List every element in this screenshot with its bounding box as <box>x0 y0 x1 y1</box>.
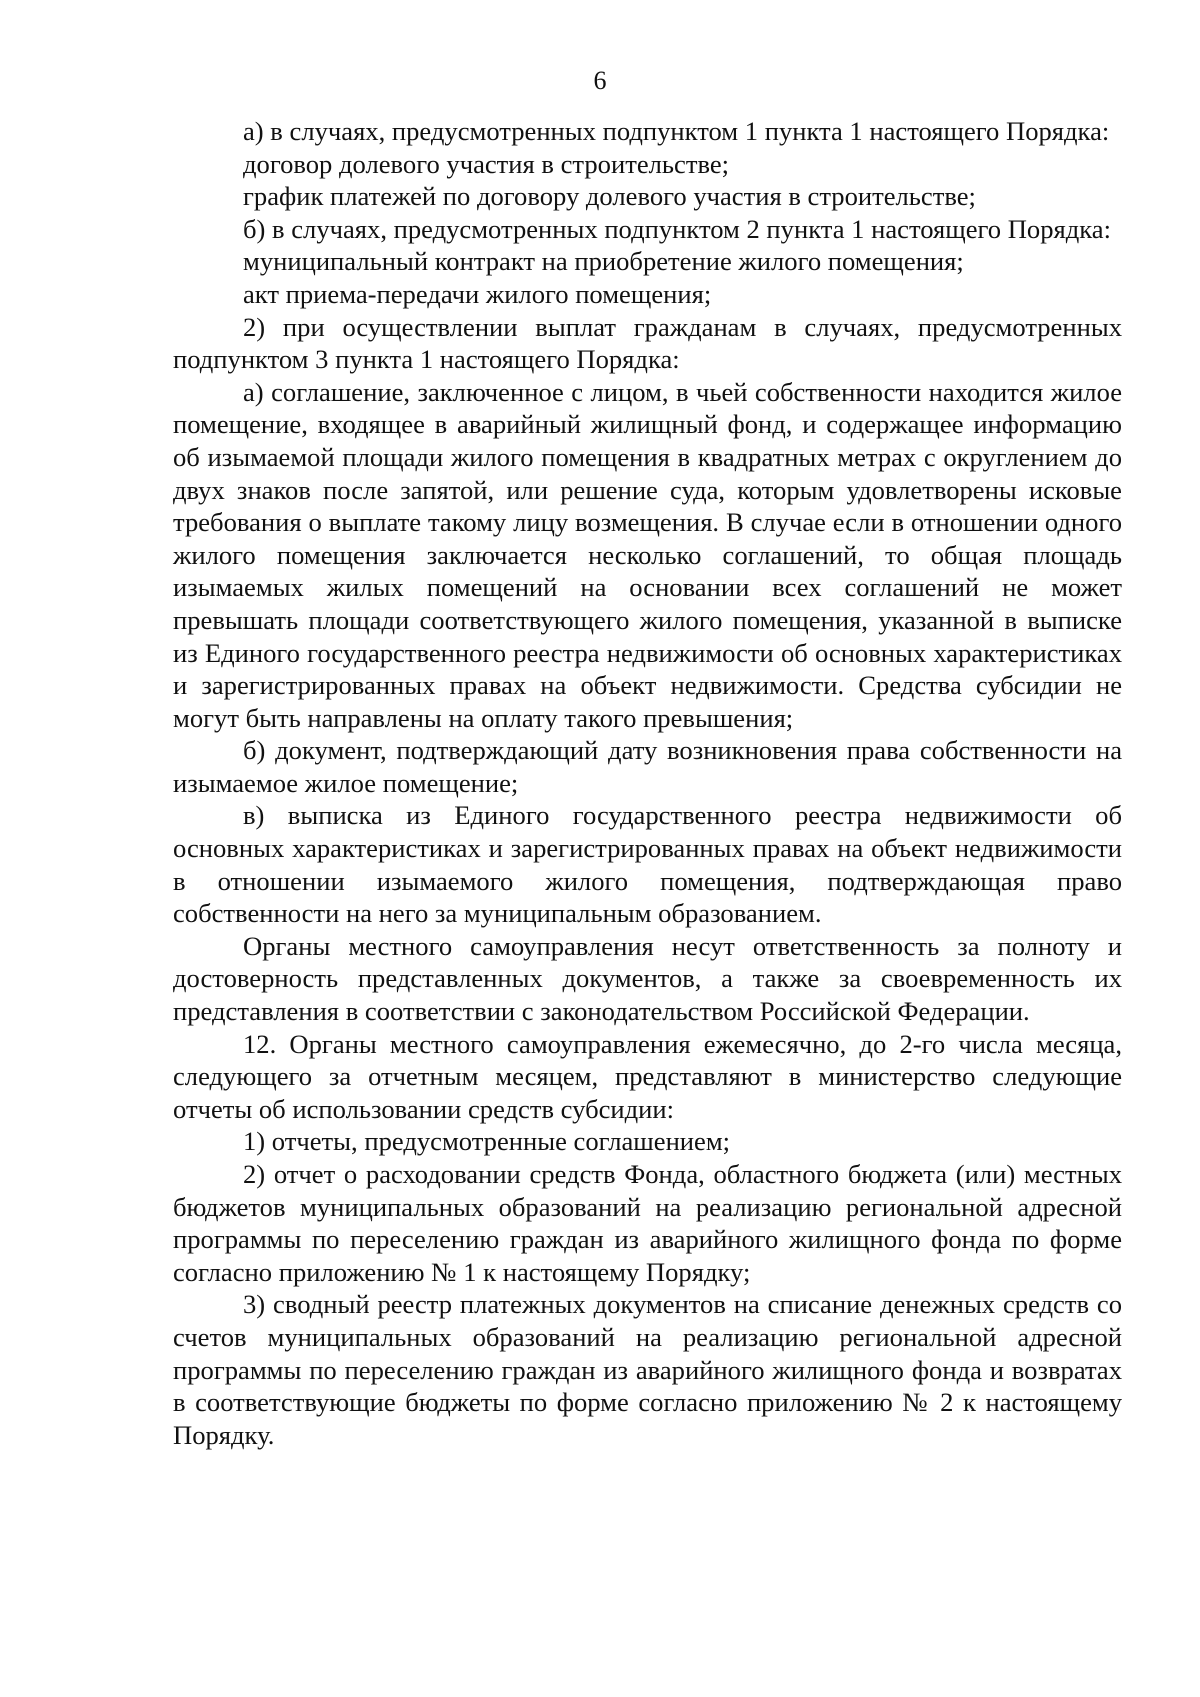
paragraph-transfer-act: акт приема-передачи жилого помещения; <box>243 278 712 309</box>
paragraph-report-2: 2) отчет о расходовании средств Фонда, областного бюджета (или) местных бюджетов муниципальных образований на реализацию региональной адресной программы по переселению граждан из аварийного жилищного фонда по форме согласно приложению № 1 к настоящему Порядку; <box>173 1159 1122 1287</box>
paragraph-case-b-heading: б) в случаях, предусмотренных подпунктом 2 пункта 1 настоящего Порядка: <box>243 213 1111 244</box>
paragraph-section-12-reports: 12. Органы местного самоуправления ежемесячно, до 2-го числа месяца, следующего за отчетным месяцем, представляют в министерство следующие отчеты об использовании средств субсидии: <box>173 1028 1122 1124</box>
paragraph-case-a-heading: а) в случаях, предусмотренных подпунктом 1 пункта 1 настоящего Порядка: <box>243 116 1110 146</box>
paragraph-report-3: 3) сводный реестр платежных документов на списание денежных средств со счетов муниципальных образований на реализацию региональной адресной программы по переселению граждан из аварийного жилищного фонда и возвратах в соответствующие бюджеты по форме согласно приложению № 2 к настоящему Порядку. <box>173 1289 1122 1450</box>
paragraph-responsibility: Органы местного самоуправления несут ответственность за полноту и достоверность представленных документов, а также за своевременность их представления в соответствии с законодательством Российской Федерации. <box>173 930 1122 1027</box>
paragraph-municipal-contract: муниципальный контракт на приобретение жилого помещения; <box>243 246 964 277</box>
paragraph-ownership-document: б) документ, подтверждающий дату возникновения права собственности на изымаемое жилое помещение; <box>173 735 1122 798</box>
paragraph-shared-construction-contract: договор долевого участия в строительстве; <box>243 148 730 179</box>
paragraph-payments-to-citizens: 2) при осуществлении выплат гражданам в случаях, предусмотренных подпунктом 3 пункта 1 настоящего Порядка: <box>173 311 1122 375</box>
page-number: 6 <box>593 66 607 95</box>
paragraph-payment-schedule: график платежей по договору долевого участия в строительстве; <box>243 181 976 212</box>
document-body <box>173 115 1122 1451</box>
paragraph-agreement-or-court-decision: а) соглашение, заключенное с лицом, в чьей собственности находится жилое помещение, входящее в аварийный жилищный фонд, и содержащее информацию об изымаемой площади жилого помещения в квадратных метрах с округлением до двух знаков после запятой, или решение суда, которым удовлетворены исковые требования о выплате такому лицу возмещения. В случае если в отношении одного жилого помещения заключается несколько соглашений, то общая площадь изымаемых жилых помещений на основании всех соглашений не может превышать площади соответствующего жилого помещения, указанной в выписке из Единого государственного реестра недвижимости об основных характеристиках и зарегистрированных правах на объект недвижимости. Средства субсидии не могут быть направлены на оплату такого превышения; <box>173 376 1122 733</box>
paragraph-report-1: 1) отчеты, предусмотренные соглашением; <box>243 1126 731 1157</box>
paragraph-registry-extract: в) выписка из Единого государственного реестра недвижимости об основных характеристиках и зарегистрированных правах на объект недвижимости в отношении изымаемого жилого помещения, подтверждающая право собственности на него за муниципальным образованием. <box>173 800 1122 929</box>
